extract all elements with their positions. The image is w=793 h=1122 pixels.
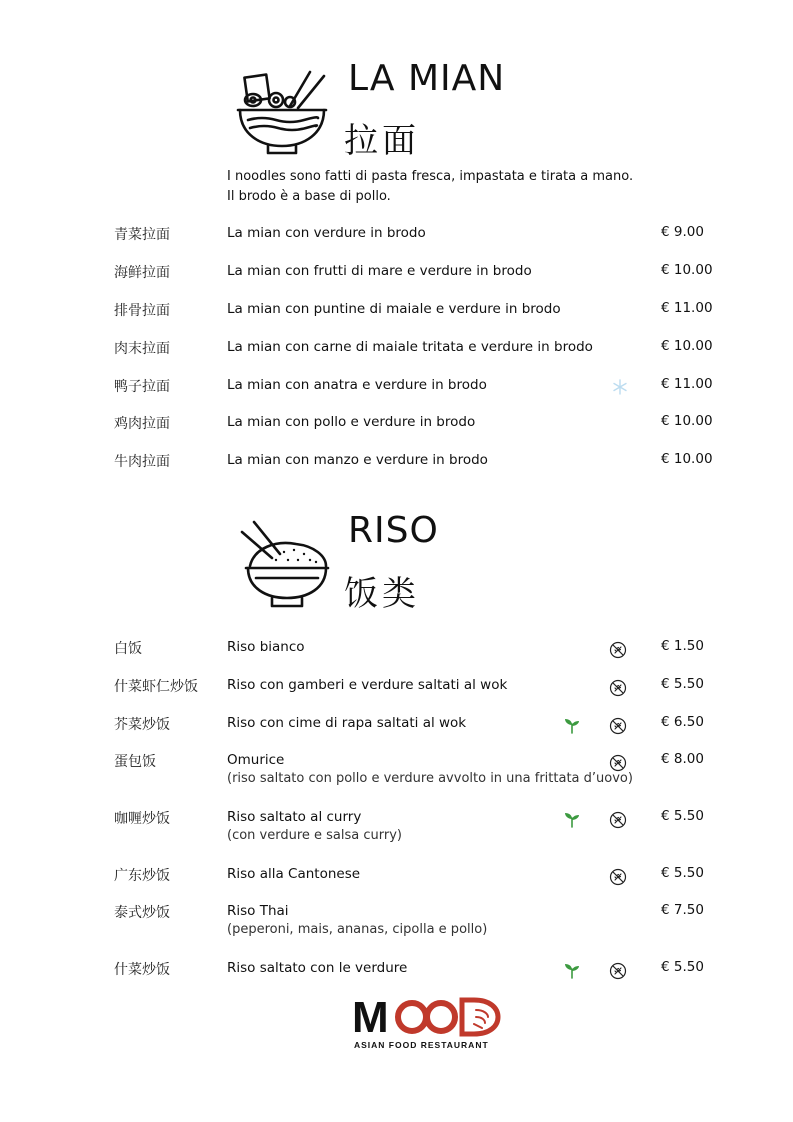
menu-item-price: € 11.00 <box>661 300 713 316</box>
menu-item-zh: 什菜炒饭 <box>114 962 170 978</box>
menu-item-price: € 10.00 <box>661 262 713 278</box>
menu-item-zh: 咖喱炒饭 <box>114 811 170 827</box>
gluten-free-icon <box>609 811 627 829</box>
menu-item-description: (con verdure e salsa curry) <box>227 828 402 843</box>
menu-item-name: La mian con puntine di maiale e verdure in brodo <box>227 301 561 317</box>
logo-wordmark <box>352 990 502 1038</box>
menu-item-name: Riso con gamberi e verdure saltati al wok <box>227 677 508 693</box>
gluten-free-icon <box>609 962 627 980</box>
menu-item-name: Riso saltato con le verdure <box>227 960 408 976</box>
section-title-riso-zh: 饭类 <box>344 574 420 614</box>
menu-item-zh: 广东炒饭 <box>114 868 170 884</box>
menu-item-price: € 11.00 <box>661 376 713 392</box>
rice-bowl-icon <box>236 518 332 612</box>
menu-item-zh: 白饭 <box>114 641 142 657</box>
menu-item-price: € 5.50 <box>661 959 704 975</box>
menu-item-name: La mian con verdure in brodo <box>227 225 426 241</box>
menu-item-price: € 9.00 <box>661 224 704 240</box>
vegetarian-sprout-icon <box>563 961 581 979</box>
menu-item-zh: 鸡肉拉面 <box>114 416 170 432</box>
logo-subtitle: ASIAN FOOD RESTAURANT <box>354 1040 489 1050</box>
menu-item-price: € 1.50 <box>661 638 704 654</box>
menu-item-price: € 6.50 <box>661 714 704 730</box>
menu-item-name: La mian con pollo e verdure in brodo <box>227 414 476 430</box>
menu-item-description: (riso saltato con pollo e verdure avvolto in una frittata d’uovo) <box>227 771 633 786</box>
gluten-free-icon <box>609 754 627 772</box>
menu-item-price: € 10.00 <box>661 451 713 467</box>
menu-item-name: La mian con frutti di mare e verdure in brodo <box>227 263 532 279</box>
menu-item-name: Riso bianco <box>227 639 305 655</box>
menu-item-price: € 10.00 <box>661 413 713 429</box>
logo-letter-m: M <box>352 993 389 1038</box>
menu-item-name: Omurice <box>227 752 285 768</box>
section-title-riso: RISO <box>348 510 439 551</box>
lamian-intro-line-2: Il brodo è a base di pollo. <box>227 189 391 204</box>
snowflake-icon <box>612 379 628 395</box>
menu-item-name: Riso con cime di rapa saltati al wok <box>227 715 467 731</box>
menu-item-zh: 青菜拉面 <box>114 227 170 243</box>
menu-item-price: € 10.00 <box>661 338 713 354</box>
menu-item-zh: 泰式炒饭 <box>114 905 170 921</box>
menu-item-zh: 什菜虾仁炒饭 <box>114 679 198 695</box>
menu-item-zh: 芥菜炒饭 <box>114 717 170 733</box>
menu-item-price: € 5.50 <box>661 808 704 824</box>
section-title-lamian-zh: 拉面 <box>344 121 420 161</box>
menu-item-price: € 8.00 <box>661 751 704 767</box>
menu-item-price: € 5.50 <box>661 676 704 692</box>
menu-item-price: € 7.50 <box>661 902 704 918</box>
menu-item-zh: 海鲜拉面 <box>114 265 170 281</box>
menu-item-zh: 牛肉拉面 <box>114 454 170 470</box>
menu-item-name: Riso saltato al curry <box>227 809 362 825</box>
menu-item-zh: 鸭子拉面 <box>114 379 170 395</box>
ramen-bowl-icon <box>232 62 332 158</box>
vegetarian-sprout-icon <box>563 810 581 828</box>
menu-item-name: La mian con carne di maiale tritata e verdure in brodo <box>227 339 593 355</box>
menu-item-name: Riso alla Cantonese <box>227 866 361 882</box>
restaurant-logo <box>352 990 502 1052</box>
menu-item-price: € 5.50 <box>661 865 704 881</box>
gluten-free-icon <box>609 868 627 886</box>
menu-item-name: La mian con anatra e verdure in brodo <box>227 377 487 393</box>
gluten-free-icon <box>609 717 627 735</box>
vegetarian-sprout-icon <box>563 716 581 734</box>
menu-item-name: La mian con manzo e verdure in brodo <box>227 452 488 468</box>
menu-item-zh: 排骨拉面 <box>114 303 170 319</box>
gluten-free-icon <box>609 641 627 659</box>
menu-item-description: (peperoni, mais, ananas, cipolla e pollo) <box>227 922 488 937</box>
section-title-lamian: LA MIAN <box>348 58 506 99</box>
logo-ring-1 <box>398 1003 426 1031</box>
logo-dragon-mark <box>474 1010 488 1028</box>
menu-item-zh: 肉末拉面 <box>114 341 170 357</box>
menu-item-zh: 蛋包饭 <box>114 754 156 770</box>
lamian-intro-line-1: I noodles sono fatti di pasta fresca, impastata e tirata a mano. <box>227 169 634 184</box>
menu-item-name: Riso Thai <box>227 903 289 919</box>
gluten-free-icon <box>609 679 627 697</box>
logo-ring-2 <box>427 1003 455 1031</box>
lamian-intro <box>227 167 647 207</box>
